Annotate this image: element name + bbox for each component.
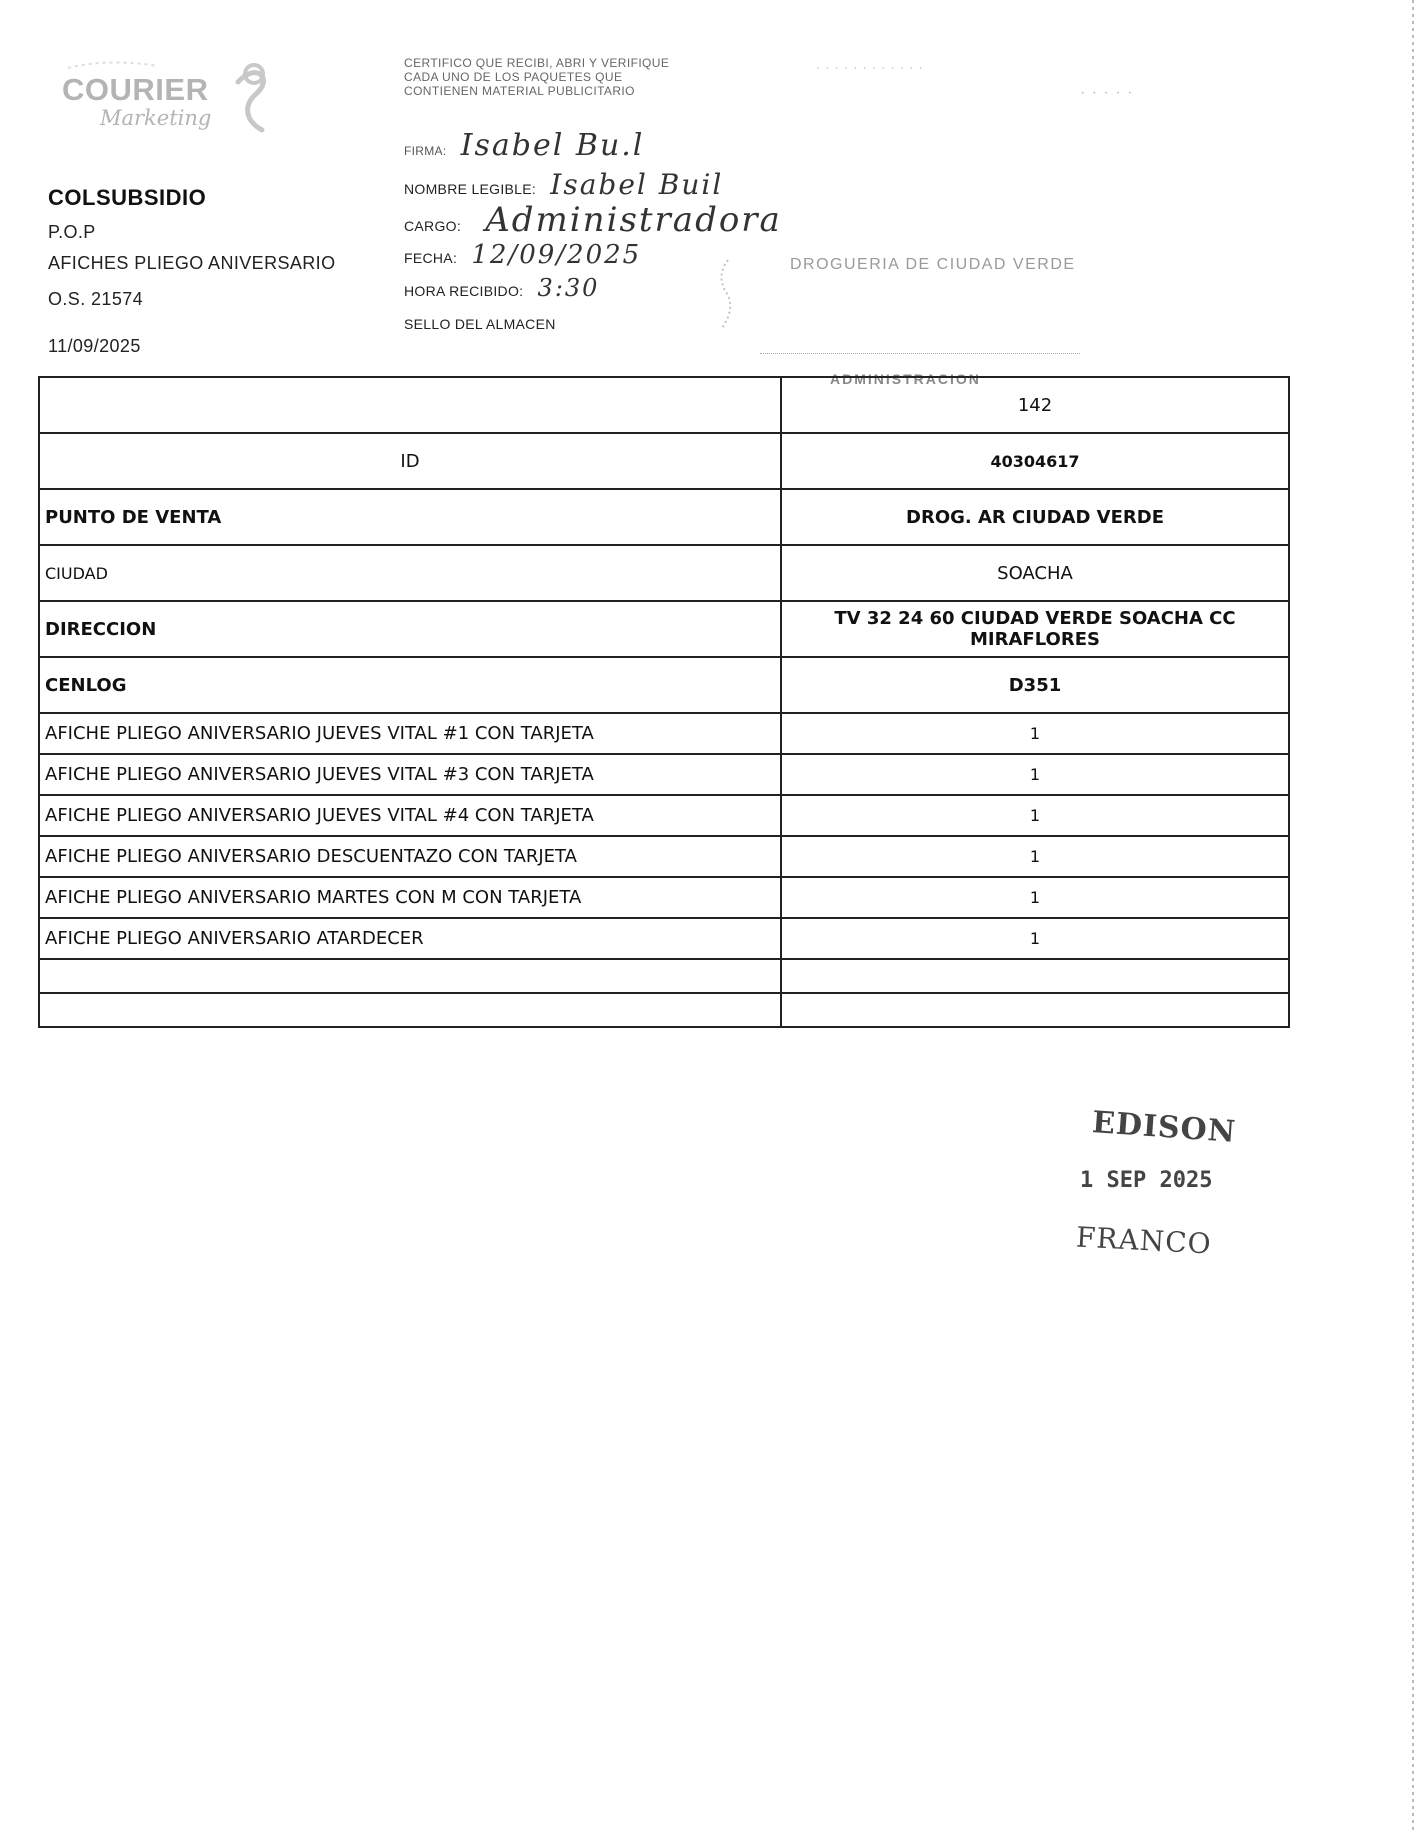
cenlog-value: D351 — [781, 657, 1289, 713]
empty-cell — [781, 959, 1289, 993]
item-quantity: 1 — [781, 713, 1289, 754]
table-row — [39, 713, 1289, 754]
pop-label: P.O.P — [48, 222, 96, 242]
hora-value: 3:30 — [537, 274, 600, 302]
direccion-label: DIRECCION — [39, 601, 781, 657]
table-row-ciudad — [39, 545, 1289, 601]
fecha-field — [404, 240, 641, 270]
item-name: AFICHE PLIEGO ANIVERSARIO JUEVES VITAL #3 CON TARJETA — [39, 754, 781, 795]
firma-field — [404, 128, 644, 163]
table-row-id — [39, 433, 1289, 489]
company-logo — [48, 60, 278, 140]
delivery-table — [38, 376, 1290, 1028]
table-row — [39, 918, 1289, 959]
table-row — [39, 877, 1289, 918]
table-row-empty — [39, 993, 1289, 1027]
sello-label: SELLO DEL ALMACEN — [404, 316, 556, 332]
item-name: AFICHE PLIEGO ANIVERSARIO JUEVES VITAL #4 CON TARJETA — [39, 795, 781, 836]
punto-label: PUNTO DE VENTA — [39, 489, 781, 545]
document-date: 11/09/2025 — [48, 336, 141, 356]
stamp-first-name: EDISON — [1090, 1105, 1238, 1150]
faded-stamp-mark: · · · · · — [1080, 84, 1134, 101]
certification-text — [404, 56, 804, 98]
table-row-punto — [39, 489, 1289, 545]
administracion-stamp: ADMINISTRACION — [830, 371, 981, 387]
top-number-cell: 142 — [781, 377, 1289, 433]
item-quantity: 1 — [781, 877, 1289, 918]
cargo-value: Administradora — [485, 200, 782, 240]
cargo-field — [404, 200, 782, 240]
cert-line-3: CONTIENEN MATERIAL PUBLICITARIO — [404, 84, 635, 98]
cenlog-label: CENLOG — [39, 657, 781, 713]
nombre-label: NOMBRE LEGIBLE: — [404, 181, 537, 197]
direccion-value: TV 32 24 60 CIUDAD VERDE SOACHA CC MIRAFLORES — [781, 601, 1289, 657]
item-name: AFICHE PLIEGO ANIVERSARIO MARTES CON M CON TARJETA — [39, 877, 781, 918]
firma-label: FIRMA: — [404, 144, 447, 158]
client-name: COLSUBSIDIO — [48, 185, 207, 210]
campaign-title: AFICHES PLIEGO ANIVERSARIO — [48, 253, 336, 273]
scan-edge — [1412, 0, 1414, 1834]
cert-line-1: CERTIFICO QUE RECIBI, ABRI Y VERIFIQUE — [404, 56, 670, 70]
id-value: 40304617 — [781, 433, 1289, 489]
stamp-last-name: FRANCO — [1075, 1220, 1213, 1261]
item-quantity: 1 — [781, 754, 1289, 795]
table-row — [39, 795, 1289, 836]
stamp-divider — [760, 353, 1080, 355]
firma-signature: Isabel Bu.l — [460, 128, 645, 163]
stamp-emblem-icon — [708, 256, 748, 336]
empty-cell — [781, 993, 1289, 1027]
stamp-date: 1 SEP 2025 — [1080, 1168, 1213, 1193]
empty-cell — [39, 993, 781, 1027]
item-quantity: 1 — [781, 795, 1289, 836]
item-quantity: 1 — [781, 836, 1289, 877]
cargo-label: CARGO: — [404, 218, 462, 234]
item-name: AFICHE PLIEGO ANIVERSARIO JUEVES VITAL #1 CON TARJETA — [39, 713, 781, 754]
ciudad-label: CIUDAD — [39, 545, 781, 601]
nombre-field — [404, 168, 723, 201]
hora-label: HORA RECIBIDO: — [404, 283, 524, 299]
table-row-direccion — [39, 601, 1289, 657]
header-empty-cell — [39, 377, 781, 433]
nombre-value: Isabel Buil — [550, 168, 724, 201]
punto-value: DROG. AR CIUDAD VERDE — [781, 489, 1289, 545]
table-row — [39, 836, 1289, 877]
logo-word-courier: COURIER — [62, 72, 209, 107]
hora-field — [404, 274, 599, 302]
item-name: AFICHE PLIEGO ANIVERSARIO ATARDECER — [39, 918, 781, 959]
id-label: ID — [39, 433, 781, 489]
fecha-value: 12/09/2025 — [471, 240, 642, 270]
logo-word-marketing: Marketing — [100, 106, 212, 130]
table-row-empty — [39, 959, 1289, 993]
cert-line-2: CADA UNO DE LOS PAQUETES QUE — [404, 70, 623, 84]
table-row — [39, 754, 1289, 795]
drogueria-stamp: DROGUERIA DE CIUDAD VERDE — [790, 256, 1076, 273]
table-row-cenlog — [39, 657, 1289, 713]
item-quantity: 1 — [781, 918, 1289, 959]
item-name: AFICHE PLIEGO ANIVERSARIO DESCUENTAZO CON TARJETA — [39, 836, 781, 877]
empty-cell — [39, 959, 781, 993]
faded-stamp-text: · · · · · · · · · · · · — [816, 60, 924, 74]
fecha-label: FECHA: — [404, 250, 458, 266]
table-row-header — [39, 377, 1289, 433]
ciudad-value: SOACHA — [781, 545, 1289, 601]
order-number: O.S. 21574 — [48, 289, 144, 309]
